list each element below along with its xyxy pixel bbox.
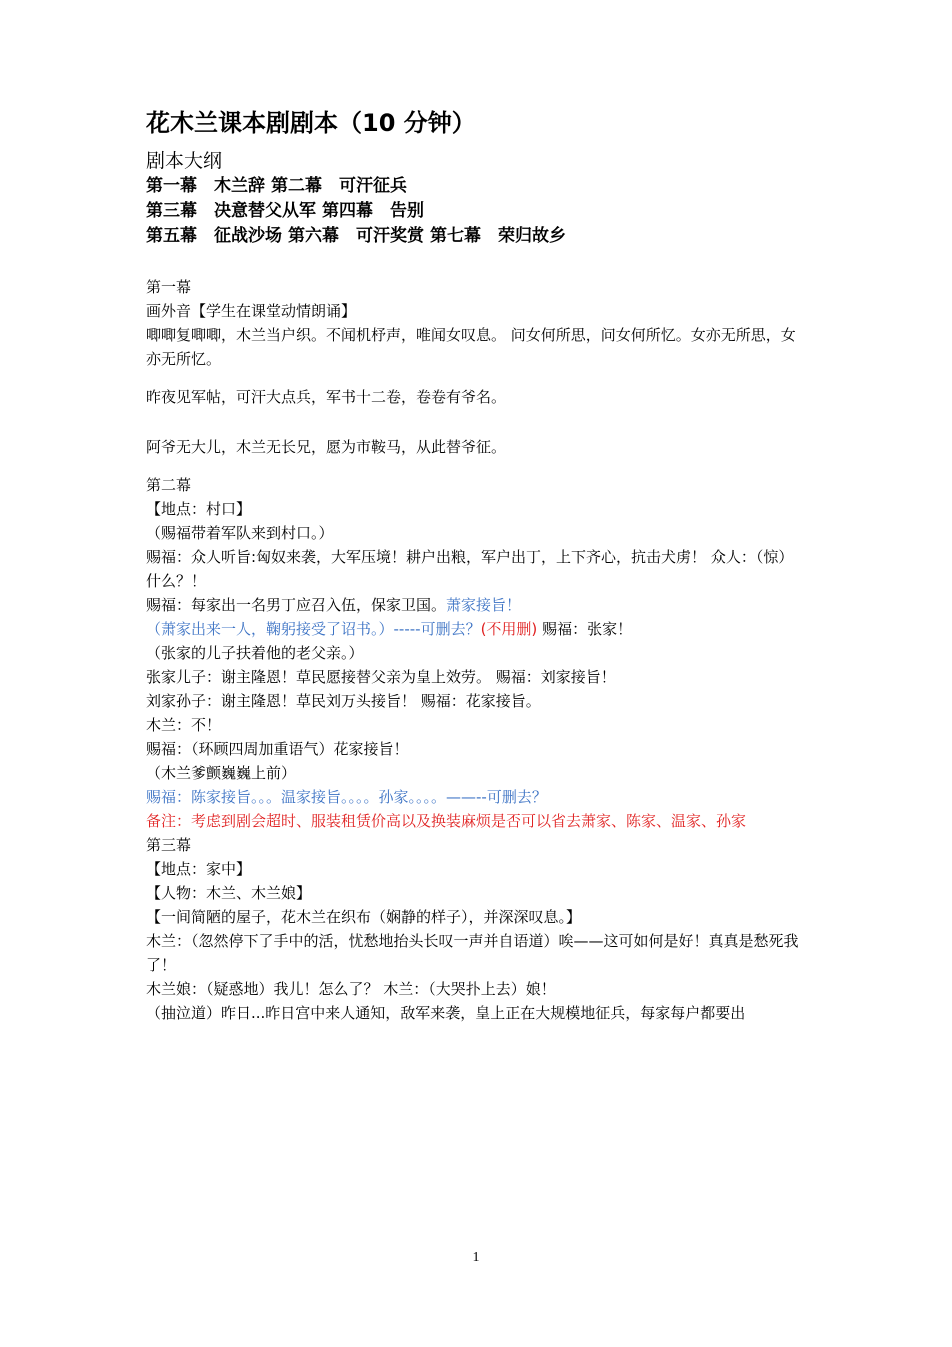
outline-act-4: 第四幕 告别 [322, 201, 424, 221]
page-number: 1 [472, 1250, 480, 1265]
act3-place: 【地点：家中】 [146, 860, 252, 878]
act3-people: 【人物：木兰、木兰娘】 [146, 884, 312, 902]
outline-act-6: 第六幕 可汗奖赏 [288, 226, 424, 246]
act2-line-2: 赐福：众人听旨:匈奴来袭，大军压境！耕户出粮，军户出丁，上下齐心，抗击犬虏！ 众人：（惊）什么？！ [146, 548, 794, 590]
act2-line-10: （木兰爹颤巍巍上前） [146, 764, 297, 782]
act2-line-5: （张家的儿子扶着他的老父亲。） [146, 644, 364, 662]
act2-line-4-edit: （萧家出来一人，鞠躬接受了诏书。）-----可删去？ [146, 620, 481, 638]
act2-line-4-text: 赐福：张家！ [537, 620, 633, 638]
act2-line-9: 赐福：（环顾四周加重语气）花家接旨！ [146, 740, 409, 758]
act2-line-3 [146, 593, 806, 617]
outline-act-5: 第五幕 征战沙场 [146, 226, 282, 246]
act3-scene: 【一间简陋的屋子，花木兰在织布（娴静的样子），并深深叹息。】 [146, 908, 582, 926]
outline-label: 剧本大纲 [146, 150, 223, 172]
act3-line-1: 木兰：（忽然停下了手中的活，忧愁地抬头长叹一声并自语道）唉——这可如何是好！真真是愁死我了！ [146, 932, 799, 974]
act2-line-3-edit: 萧家接旨！ [446, 596, 522, 614]
outline-row-1 [146, 174, 806, 199]
act3-line-3: （抽泣道）昨日...昨日宫中来人通知，敌军来袭，皇上正在大规模地征兵，每家每户都要出 [146, 1004, 746, 1022]
act2-remark: 备注：考虑到剧会超时、服装租赁价高以及换装麻烦是否可以省去萧家、陈家、温家、孙家 [146, 812, 747, 830]
act3-heading: 第三幕 [146, 836, 192, 854]
outline-row-3 [146, 224, 806, 249]
act2-line-8: 木兰：不！ [146, 716, 222, 734]
act2-line-7: 刘家孙子：谢主隆恩！草民刘万头接旨！ 赐福：花家接旨。 [146, 692, 541, 710]
act1-stage-direction: 画外音【学生在课堂动情朗诵】 [146, 302, 357, 320]
outline-act-7: 第七幕 荣归故乡 [430, 226, 566, 246]
act2-line-3-text: 赐福：每家出一名男丁应召入伍，保家卫国。 [146, 596, 447, 614]
outline-act-3: 第三幕 决意替父从军 [146, 201, 316, 221]
act2-line-6: 张家儿子：谢主隆恩！草民愿接替父亲为皇上效劳。 赐福：刘家接旨！ [146, 668, 616, 686]
act2-place: 【地点：村口】 [146, 500, 252, 518]
act1-heading: 第一幕 [146, 278, 192, 296]
act2-line-4-note: (不用删) [480, 620, 538, 638]
outline-act-2: 第二幕 可汗征兵 [271, 176, 407, 196]
outline-row-2 [146, 199, 806, 224]
outline-act-1: 第一幕 木兰辞 [146, 176, 265, 196]
act1-verse-2: 昨夜见军帖，可汗大点兵，军书十二卷，卷卷有爷名。 [146, 388, 507, 406]
act2-line-1: （赐福带着军队来到村口。） [146, 524, 334, 542]
script-content [146, 106, 806, 1025]
act1-verse-1: 唧唧复唧唧，木兰当户织。不闻机杼声，唯闻女叹息。 问女何所思，问女何所忆。女亦无所思，女亦无所忆。 [146, 326, 796, 368]
act3-line-2: 木兰娘：（疑惑地）我儿！怎么了？ 木兰：（大哭扑上去）娘！ [146, 980, 556, 998]
act1-verse-3: 阿爷无大儿，木兰无长兄，愿为市鞍马，从此替爷征。 [146, 438, 507, 456]
act2-line-11-edit: 赐福：陈家接旨。。。温家接旨。。。。孙家。。。。——--可删去？ [146, 788, 547, 806]
act2-heading: 第二幕 [146, 476, 192, 494]
document-title: 花木兰课本剧剧本（10 分钟） [146, 109, 476, 137]
act2-line-4 [146, 617, 806, 641]
